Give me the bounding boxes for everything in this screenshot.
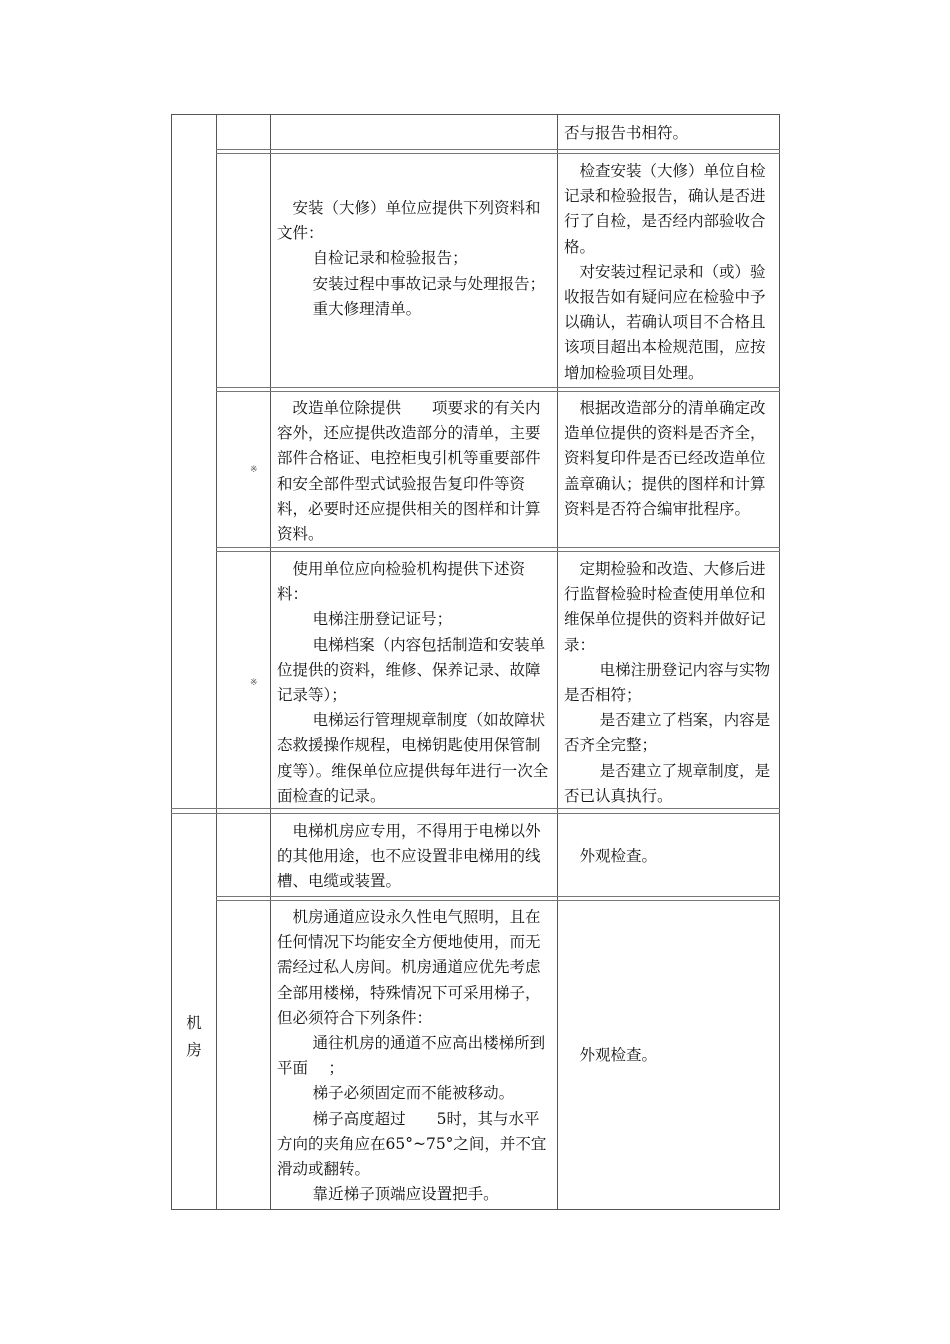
special-mark: ※ — [250, 678, 258, 688]
row-separator — [216, 896, 780, 901]
special-mark: ※ — [250, 465, 258, 475]
method-text: 根据改造部分的清单确定改造单位提供的资料是否齐全，资料复印件是否已经改造单位盖章确认；提供的图样和计算资料是否符合编审批程序。 — [564, 399, 766, 518]
section-label-machine-room: 机 房 — [186, 1014, 202, 1059]
row-3-requirement — [271, 557, 557, 809]
method-text: 外观检查。 — [579, 1046, 658, 1064]
method-text: 定期检验和改造、大修后进行监督检验时检查使用单位和维保单位提供的资料并做好记录： — [564, 560, 766, 654]
requirement-text: 靠近梯子顶端应设置把手。 — [312, 1185, 499, 1204]
requirement-text: 电梯运行管理规章制度（如故障状态救援操作规程，电梯钥匙使用保管制度等）。维保单位应提供每年进行一次全面检查的记录。 — [277, 711, 549, 805]
requirement-text: 机房通道应设永久性电气照明，且在任何情况下均能安全方便地使用，而无需经过私人房间。机房通道应优先考虑全部用楼梯，特殊情况下可采用梯子，但必须符合下列条件： — [277, 908, 541, 1027]
requirement-text: 梯子必须固定而不能被移动。 — [312, 1084, 515, 1103]
method-text: 电梯注册登记内容与实物是否相符； — [564, 660, 771, 705]
requirement-text: 安装（大修）单位应提供下列资料和文件： — [277, 199, 541, 243]
row-5-requirement — [271, 905, 557, 1207]
row-1-requirement — [271, 196, 557, 322]
row-4-method — [558, 844, 779, 869]
requirement-text: 梯子高度超过 5时，其与水平方向的夹角应在65°~75°之间，并不宜滑动或翻转。 — [277, 1109, 547, 1179]
requirement-text: 改造单位除提供 项要求的有关内容外，还应提供改造部分的清单，主要部件合格证、电控柜曳引机等重要部件和安全部件型式试验报告复印件等资料，必要时还应提供相关的图样和计算资料。 — [277, 399, 541, 544]
requirement-text: 电梯档案（内容包括制造和安装单位提供的资料，维修、保养记录、故障记录等）； — [277, 635, 546, 705]
requirement-text: 电梯注册登记证号； — [312, 610, 453, 629]
row-1-method — [558, 159, 779, 386]
requirement-text: 通往机房的通道不应高出楼梯所到平面 ； — [277, 1034, 546, 1078]
row-4-requirement — [271, 819, 557, 895]
method-text: 对安装过程记录和（或）验收报告如有疑问应在检验中予以确认，若确认项目不合格且该项目超出本检规范围，应按增加检验项目处理。 — [564, 262, 766, 382]
requirement-text: 电梯机房应专用，不得用于电梯以外的其他用途，也不应设置非电梯用的线槽、电缆或装置。 — [277, 822, 541, 891]
row-3-method — [558, 557, 779, 809]
row-0-method — [558, 121, 779, 146]
row-2-requirement — [271, 396, 557, 547]
row-5-method — [558, 1043, 779, 1068]
row-separator — [216, 149, 780, 154]
row-separator — [216, 387, 780, 392]
method-text: 检查安装（大修）单位自检记录和检验报告，确认是否进行了自检，是否经内部验收合格。 — [564, 162, 766, 256]
method-text: 是否建立了规章制度，是否已认真执行。 — [564, 761, 771, 805]
row-2-method — [558, 396, 779, 522]
row-separator — [216, 547, 780, 552]
method-text: 外观检查。 — [579, 847, 658, 865]
requirement-text: 安装过程中事故记录与处理报告； — [312, 274, 546, 293]
method-text: 否与报告书相符。 — [564, 124, 689, 142]
col-divider-1 — [216, 114, 217, 1210]
requirement-text: 自检记录和检验报告； — [312, 249, 468, 268]
requirement-text: 使用单位应向检验机构提供下述资料： — [277, 560, 526, 604]
requirement-text: 重大修理清单。 — [312, 299, 422, 318]
method-text: 是否建立了档案，内容是否齐全完整； — [564, 711, 771, 755]
